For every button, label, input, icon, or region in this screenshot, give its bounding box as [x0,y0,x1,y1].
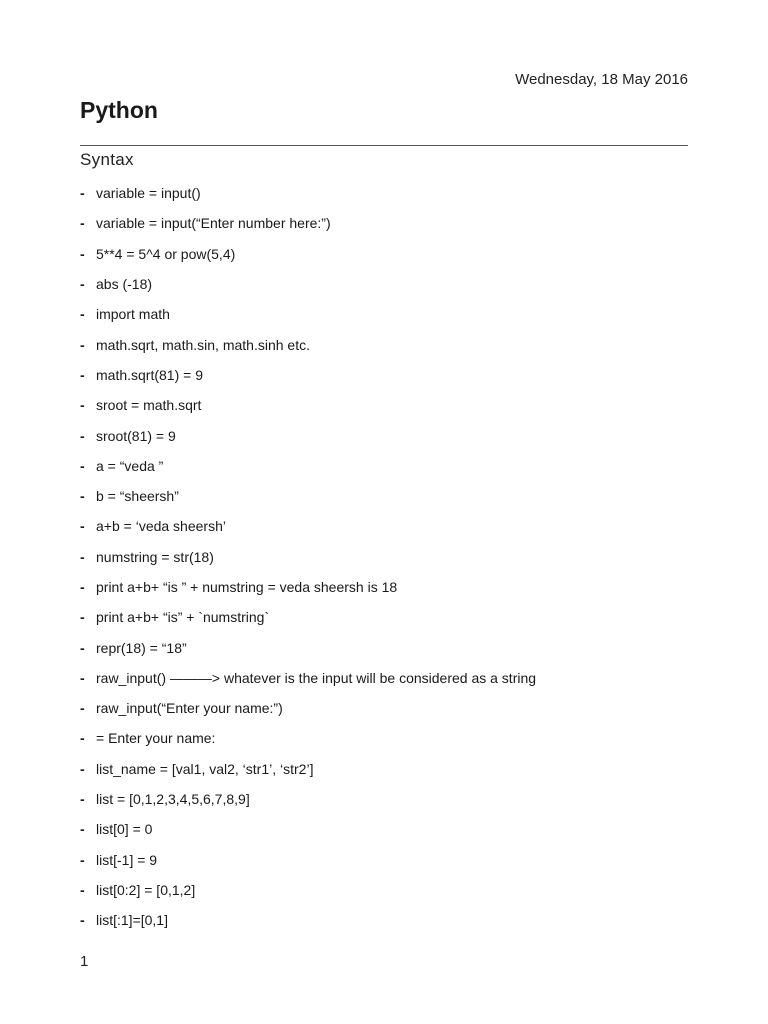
list-item-text: variable = input() [96,185,201,202]
list-item [80,784,690,814]
list-item [80,572,690,602]
bullet-marker: - [80,397,85,414]
bullet-marker: - [80,881,85,898]
page-number: 1 [80,953,89,970]
document-date: Wednesday, 18 May 2016 [515,71,688,88]
list-item [80,905,690,935]
list-item-text: sroot(81) = 9 [96,427,176,444]
list-item [80,723,690,753]
list-item-text: variable = input(“Enter number here:”) [96,215,331,232]
list-item-text: sroot = math.sqrt [96,397,202,414]
list-item [80,208,690,238]
bullet-marker: - [80,215,85,232]
list-item-text: list_name = [val1, val2, ‘str1’, ‘str2’] [96,760,314,777]
bullet-marker: - [80,366,85,383]
bullet-marker: - [80,821,85,838]
list-item [80,542,690,572]
bullet-marker: - [80,851,85,868]
list-item-text: repr(18) = “18” [96,639,187,656]
list-item-text: list[0:2] = [0,1,2] [96,881,196,898]
list-item-text: a+b = ‘veda sheersh’ [96,518,226,535]
bullet-marker: - [80,245,85,262]
list-item-text: 5**4 = 5^4 or pow(5,4) [96,245,236,262]
list-item [80,299,690,329]
list-item [80,390,690,420]
list-item-text: a = “veda ” [96,457,164,474]
document-title: Python [80,97,158,123]
list-item-text: list[:1]=[0,1] [96,912,168,929]
section-heading: Syntax [80,150,134,169]
list-item-text: list[0] = 0 [96,821,153,838]
list-item [80,420,690,450]
list-item [80,239,690,269]
list-item [80,269,690,299]
list-item-text: = Enter your name: [96,730,216,747]
list-item [80,814,690,844]
bullet-marker: - [80,730,85,747]
list-item [80,663,690,693]
list-item-text: math.sqrt(81) = 9 [96,366,203,383]
list-item-text: print a+b+ “is” + `numstring` [96,609,270,626]
list-item [80,632,690,662]
bullet-marker: - [80,609,85,626]
bullet-marker: - [80,912,85,929]
bullet-marker: - [80,579,85,595]
list-item [80,481,690,511]
bullet-marker: - [80,457,85,474]
list-item-text: numstring = str(18) [96,548,214,565]
list-item-text: raw_input() ———> whatever is the input will be considered as a string [96,669,537,686]
list-item-text: math.sqrt, math.sin, math.sinh etc. [96,336,310,353]
bullet-marker: - [80,185,85,202]
list-item-text: list[-1] = 9 [96,851,158,868]
bullet-marker: - [80,276,85,293]
bullet-marker: - [80,548,85,565]
list-item [80,511,690,541]
bullet-marker: - [80,306,85,323]
list-item [80,754,690,784]
bullet-marker: - [80,791,85,808]
list-item [80,451,690,481]
bullet-marker: - [80,336,85,353]
list-item-text: b = “sheersh” [96,488,179,505]
list-item-text: import math [96,306,170,323]
list-item [80,178,690,208]
bullet-marker: - [80,427,85,444]
list-item [80,875,690,905]
bullet-marker: - [80,518,85,535]
list-item [80,602,690,632]
list-item [80,693,690,723]
syntax-list [80,178,690,935]
bullet-marker: - [80,760,85,777]
list-item [80,329,690,359]
bullet-marker: - [80,639,85,656]
list-item [80,360,690,390]
list-item-text: raw_input(“Enter your name:”) [96,700,283,717]
list-item-text: print a+b+ “is ” + numstring = veda sheersh is 18 [96,579,398,595]
bullet-marker: - [80,488,85,505]
bullet-marker: - [80,669,85,686]
title-divider [80,145,688,146]
list-item-text: abs (-18) [96,276,153,293]
list-item [80,845,690,875]
list-item-text: list = [0,1,2,3,4,5,6,7,8,9] [96,791,250,808]
bullet-marker: - [80,700,85,717]
